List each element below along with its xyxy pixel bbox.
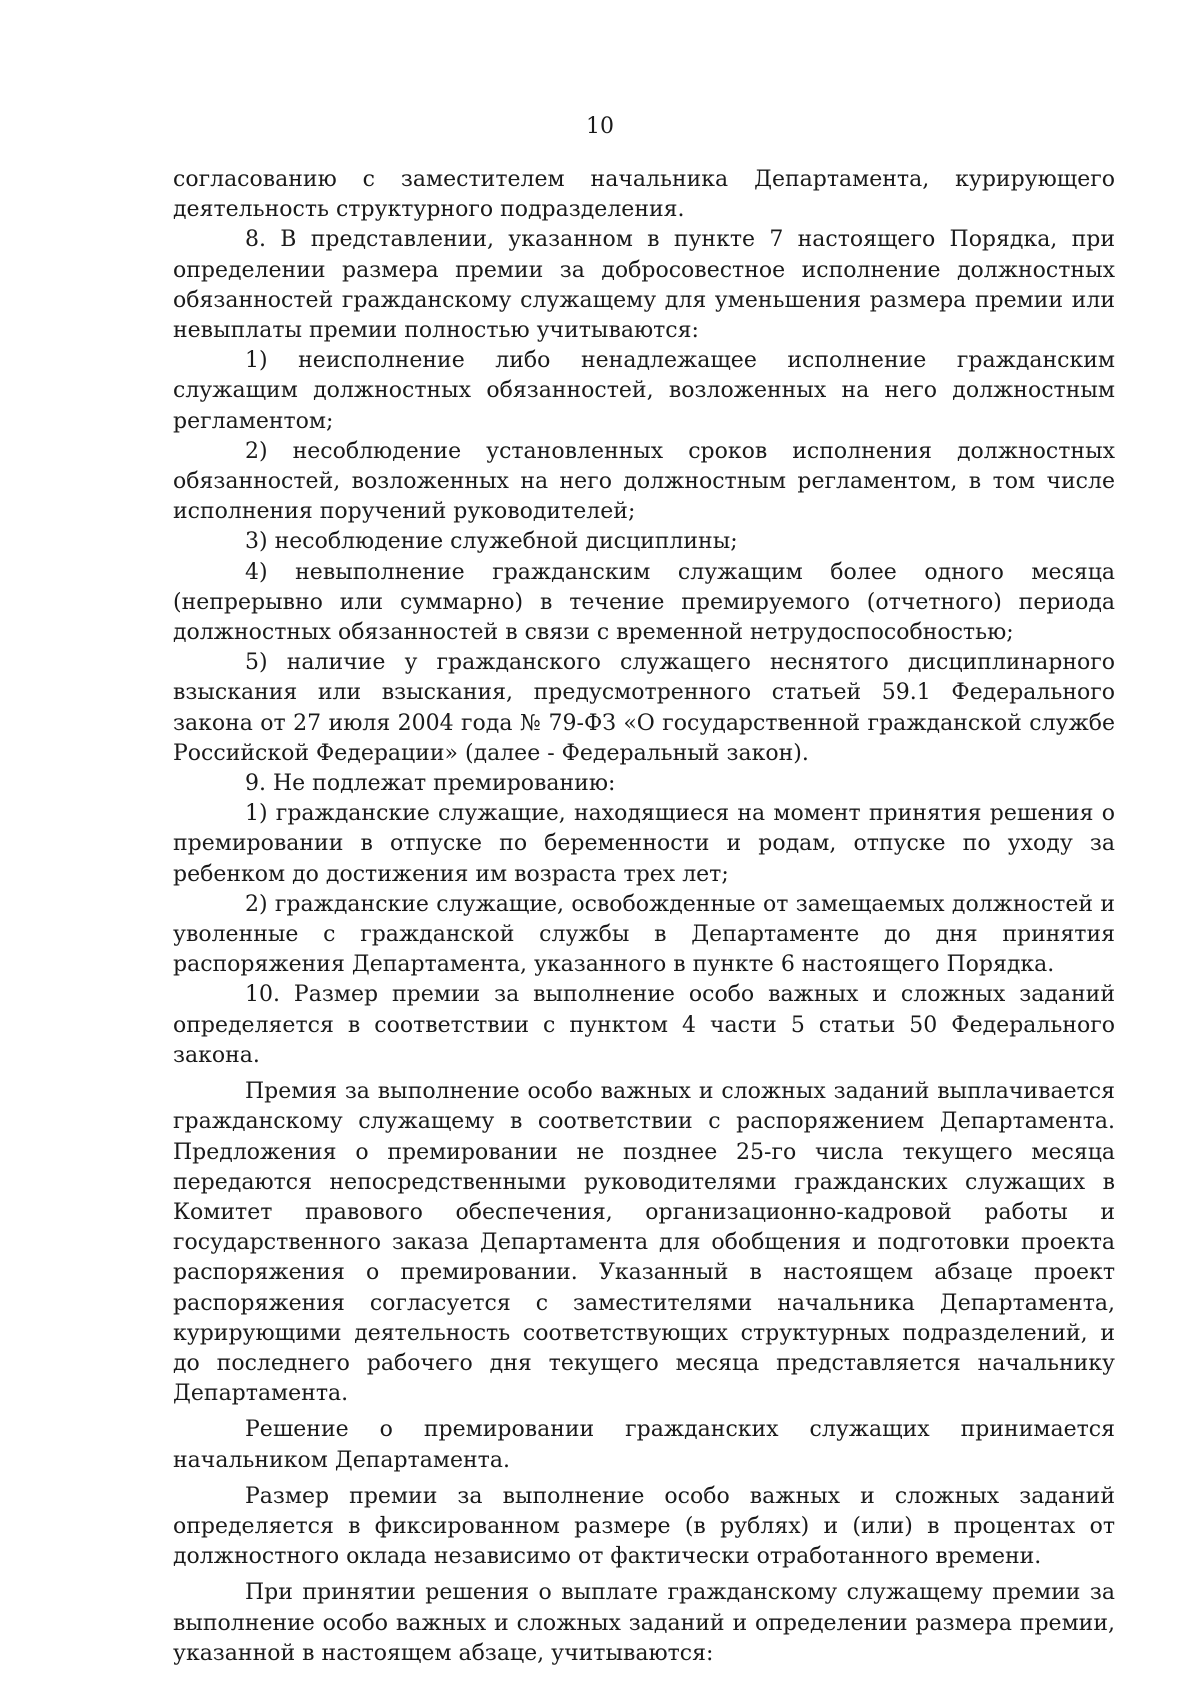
paragraph: 8. В представлении, указанном в пункте 7 настоящего Порядка, при определении размера премии за добросовестное исполнение должностных обязанностей гражданскому служащему для уменьшения размера премии или невыплаты премии полностью учитываются: xyxy=(173,227,1115,344)
paragraph: Премия за выполнение особо важных и сложных заданий выплачивается гражданскому служащему в соответствии с распоряжением Департамента. Предложения о премировании не позднее 25-го числа текущего месяца передаются непосредственными руководителями гражданских служащих в Комитет правового обеспечения, организационно-кадровой работы и государственного заказа Департамента для обобщения и подготовки проекта распоряжения о премировании. Указанный в настоящем абзаце проект распоряжения согласуется с заместителями начальника Департамента, курирующими деятельность соответствующих структурных подразделений, и до последнего рабочего дня текущего месяца представляется начальнику Департамента. xyxy=(173,1079,1115,1407)
paragraph: 2) гражданские служащие, освобожденные от замещаемых должностей и уволенные с гражданской службы в Департаменте до дня принятия распоряжения Департамента, указанного в пункте 6 настоящего Порядка. xyxy=(173,891,1115,978)
paragraph: Решение о премировании гражданских служащих принимается начальником Департамента. xyxy=(173,1417,1115,1473)
paragraph: 9. Не подлежат премированию: xyxy=(245,771,616,797)
paragraph: 5) наличие у гражданского служащего неснятого дисциплинарного взыскания или взыскания, предусмотренного статьей 59.1 Федерального закона от 27 июля 2004 года № 79-ФЗ «О государственной гражданской службе Российской Федерации» (далее - Федеральный закон). xyxy=(173,650,1115,766)
paragraph: Размер премии за выполнение особо важных и сложных заданий определяется в фиксированном размере (в рублях) и (или) в процентах от должностного оклада независимо от фактически отработанного времени. xyxy=(173,1483,1115,1570)
document-body xyxy=(173,165,1115,1669)
page-number: 10 xyxy=(586,114,614,139)
paragraph: согласованию с заместителем начальника Департамента, курирующего деятельность структурного подразделения. xyxy=(173,167,1115,223)
paragraph: 3) несоблюдение служебной дисциплины; xyxy=(245,529,738,555)
paragraph: 1) неисполнение либо ненадлежащее исполнение гражданским служащим должностных обязанностей, возложенных на него должностным регламентом; xyxy=(173,348,1115,434)
paragraph: 1) гражданские служащие, находящиеся на момент принятия решения о премировании в отпуске по беременности и родам, отпуске по уходу за ребенком до достижения им возраста трех лет; xyxy=(173,801,1115,887)
paragraph: При принятии решения о выплате гражданскому служащему премии за выполнение особо важных и сложных заданий и определении размера премии, указанной в настоящем абзаце, учитываются: xyxy=(173,1580,1115,1666)
paragraph: 10. Размер премии за выполнение особо важных и сложных заданий определяется в соответствии с пунктом 4 части 5 статьи 50 Федерального закона. xyxy=(173,982,1115,1068)
paragraph: 2) несоблюдение установленных сроков исполнения должностных обязанностей, возложенных на него должностным регламентом, в том числе исполнения поручений руководителей; xyxy=(173,438,1115,525)
paragraph: 4) невыполнение гражданским служащим более одного месяца (непрерывно или суммарно) в течение премируемого (отчетного) периода должностных обязанностей в связи с временной нетрудоспособностью; xyxy=(173,559,1115,646)
